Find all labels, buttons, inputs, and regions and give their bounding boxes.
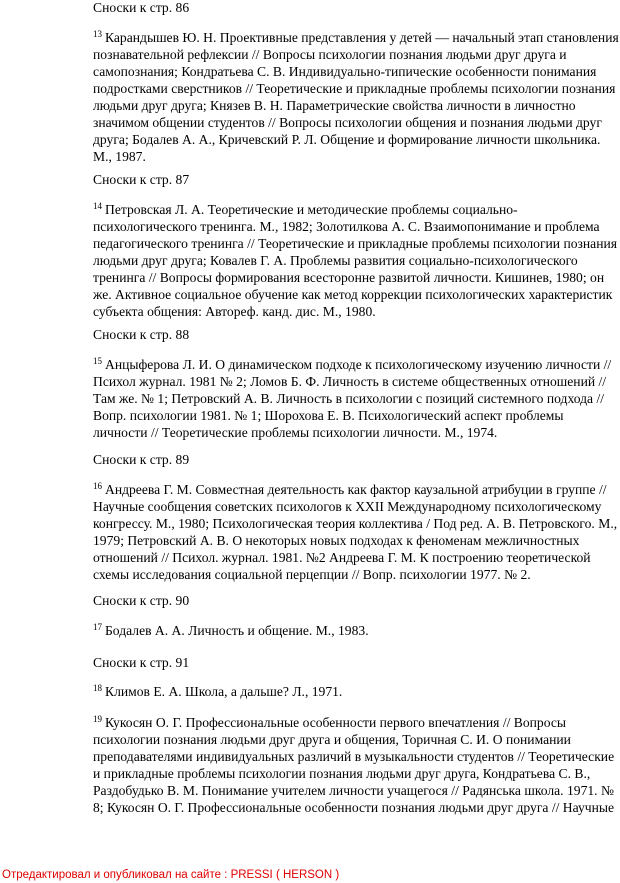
footnote-15 (93, 356, 611, 441)
section-heading-89: Сноски к стр. 89 (93, 452, 190, 467)
footnote-line: познавательной рефлексии // Вопросы психологии познания людьми друг друга и (93, 47, 567, 62)
footnote-number: 15 (93, 356, 102, 366)
footnote-line: Анцыферова Л. И. О динамическом подходе к психологическому изучению личности // (105, 357, 612, 372)
footnote-line: друга; Бодалев А. А., Кричевский Р. Л. Общение и формирование личности школьника. (93, 132, 601, 147)
footnote-line: субъекта общения: Автореф. канд. дис. М., 1980. (93, 304, 376, 319)
footnote-line: Психол журнал. 1981 № 2; Ломов Б. Ф. Личность в системе общественных отношений // (93, 374, 607, 389)
footnote-line: значимом общении студентов // Вопросы психологии общения и познания людьми друг (93, 115, 602, 130)
footnote-line: 8; Кукосян О. Г. Профессиональные особенности познания людьми друг друга // Научные (93, 800, 615, 815)
footnote-line: Андреева Г. М. Совместная деятельность как фактор каузальной атрибуции в группе // (105, 482, 607, 497)
footnote-number: 19 (93, 714, 102, 724)
footnote-line: психологии познания людьми друг друга и общения, Торичная С. И. О понимании (93, 732, 571, 747)
footnote-14 (93, 201, 617, 320)
footnote-line: же. Активное социальное обучение как метод коррекции психологических характеристик (93, 287, 613, 302)
footnote-line: тренинга // Вопросы формирования всесторонне развитой личности. Кишинев, 1980; он (93, 270, 605, 285)
footnote-line: педагогического тренинга // Теоретические и прикладные проблемы психологии познания (93, 236, 618, 251)
footnote-line: Раздобудько В. М. Понимание учителем личности учащегося // Радянська школа. 1971. № (93, 783, 614, 798)
footnote-line: отношений // Психол. журнал. 1981. №2 Андреева Г. М. К построению теоретической (93, 550, 591, 565)
footnote-number: 17 (93, 622, 102, 632)
section-heading-91: Сноски к стр. 91 (93, 655, 190, 670)
footnote-line: Бодалев А. А. Личность и общение. М., 1983. (105, 623, 369, 638)
footnote-line: Климов Е. А. Школа, а дальше? Л., 1971. (105, 684, 343, 699)
footnote-line: 1979; Петровский А. В. О некоторых новых подходах к феноменам межличностных (93, 533, 580, 548)
footnote-line: Петровская Л. А. Теоретические и методические проблемы социально- (105, 202, 518, 217)
footnote-line: конгрессу. М., 1980; Психологическая теория коллектива / Под ред. А. В. Петровского. М., (93, 516, 618, 531)
footnote-line: Карандышев Ю. Н. Проективные представления у детей — начальный этап становления (105, 30, 619, 45)
footnote-line: подростками сверстников // Теоретические и прикладные проблемы психологии познания (93, 81, 616, 96)
footnote-number: 13 (93, 29, 102, 39)
footnote-17 (93, 622, 369, 639)
footnote-18 (93, 683, 342, 700)
footnote-line: схемы исследования социальной перцепции // Вопр. психологии 1977. № 2. (93, 567, 531, 582)
footnote-number: 14 (93, 201, 102, 211)
footnote-line: Там же. № 1; Петровский А. В. Личность в психологии с позиций системного подхода // (93, 391, 605, 406)
footnote-line: преподавателями индивидуальных различий в музыкальности студентов // Теоретические (93, 749, 615, 764)
footnote-line: М., 1987. (93, 149, 146, 164)
section-heading-90: Сноски к стр. 90 (93, 593, 190, 608)
section-heading-87: Сноски к стр. 87 (93, 172, 190, 187)
footnote-line: людьми друг друга; Князев В. Н. Параметрические свойства личности в личностно (93, 98, 576, 113)
section-heading-86: Сноски к стр. 86 (93, 0, 190, 15)
footnote-line: личности // Теоретические проблемы психологии личности. М., 1974. (93, 425, 498, 440)
footnote-line: Кукосян О. Г. Профессиональные особенности первого впечатления // Вопросы (105, 715, 567, 730)
footnote-line: Вопр. психологии 1981. № 1; Шорохова Е. В. Психологический аспект проблемы (93, 408, 564, 423)
footnote-19 (93, 714, 614, 816)
footnote-line: самопознания; Кондратьева С. В. Индивидуально-типические особенности понимания (93, 64, 597, 79)
footnote-line: Научные сообщения советских психологов к XXII Международному психологическому (93, 499, 602, 514)
footnote-number: 18 (93, 683, 102, 693)
footnote-line: и прикладные проблемы психологии познания людьми друг друга, Кондратьева С. В., (93, 766, 591, 781)
publisher-footer: Отредактировал и опубликовал на сайте : PRESSI ( HERSON ) (2, 869, 340, 881)
footnote-16 (93, 481, 617, 583)
footnote-line: людьми друг друга; Ковалев Г. А. Проблемы развития социально-психологического (93, 253, 578, 268)
footnote-13 (93, 29, 619, 165)
section-heading-88: Сноски к стр. 88 (93, 327, 190, 342)
footnote-line: психологического тренинга. М., 1982; Золотилкова А. С. Взаимопонимание и проблема (93, 219, 600, 234)
footnote-number: 16 (93, 481, 102, 491)
